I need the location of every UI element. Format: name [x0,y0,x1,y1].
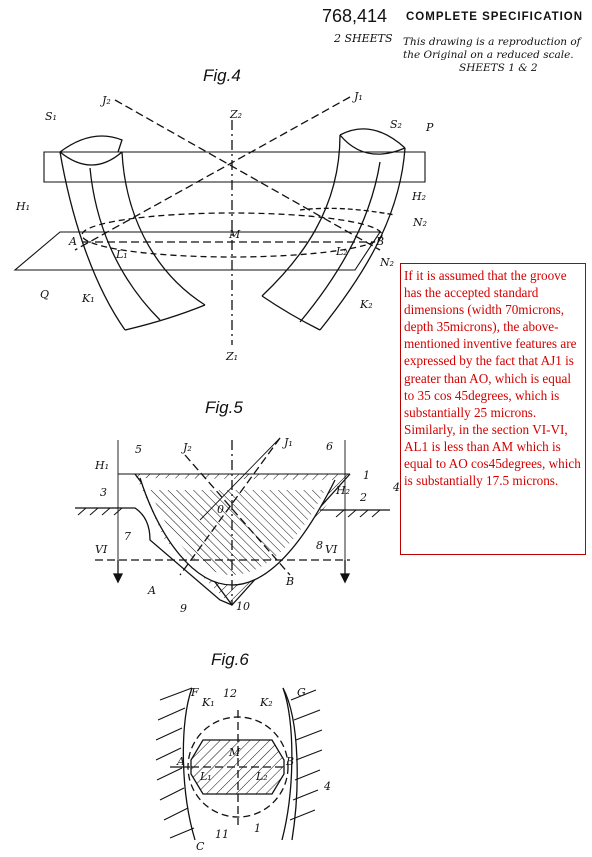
fig5-title: Fig.5 [205,398,243,417]
label-h1: H₁ [16,200,31,213]
label-2: 2 [360,491,367,504]
label-m: M [229,746,241,759]
label-j1: J₁ [284,436,293,449]
label-5: 5 [135,443,142,456]
label-n2-lower: N₂ [380,256,395,269]
fig5-drawing [75,438,390,605]
label-12: 12 [223,687,237,700]
label-l1: L₁ [116,248,128,261]
label-n2-upper: N₂ [413,216,428,229]
label-6: 6 [326,440,333,453]
label-4: 4 [393,481,400,494]
label-vi-left: VI [95,543,108,556]
label-a: A [69,235,77,248]
label-10: 10 [236,600,250,613]
label-3: 3 [100,486,107,499]
label-7: 7 [124,530,131,543]
label-h2: H₂ [412,190,427,203]
label-k2: K₂ [360,298,373,311]
label-9: 9 [180,602,187,615]
label-q: Q [40,288,50,301]
label-j2: J₂ [183,441,192,454]
label-1: 1 [363,469,370,482]
label-s1: S₁ [45,110,57,123]
label-p: P [426,121,434,134]
note-line-3: SHEETS 1 & 2 [459,62,538,74]
line-j1 [75,97,350,250]
label-m: M [229,228,241,241]
annotation-box: If it is assumed that the groove has the accepted standard dimensions (width 70microns, depth 35microns), the above-mentioned inventive features are expressed by the fact that AJ1 is greater than AO, which is equal to 35 cos 45degrees, which is substantially 25 microns. Similarly, in the section VI-VI, AL1 is less than AM which is equal to AO cos45degrees, which is substantially 17.5 microns. [400,263,586,555]
label-k1: K₁ [82,292,95,305]
label-a: A [177,755,185,768]
label-11: 11 [215,828,229,841]
label-f: F [191,686,199,699]
label-k2: K₂ [260,696,273,709]
spec-title: COMPLETE SPECIFICATION [406,11,584,23]
label-z2: Z₂ [230,108,243,121]
label-l2: L₂ [256,770,268,783]
label-c: C [196,840,205,853]
note-line-2: the Original on a reduced scale. [403,49,574,61]
note-line-1: This drawing is a reproduction of [403,36,581,48]
label-h1: H₁ [95,459,110,472]
fig4-title: Fig.4 [203,66,241,85]
sheet-count: 2 SHEETS [334,32,393,45]
patent-number: 768,414 [322,6,388,26]
label-g: G [297,686,306,699]
label-j1: J₁ [354,90,363,103]
label-l2: L₂ [336,245,348,258]
label-4: 4 [324,780,331,793]
label-0: 0 [217,503,224,516]
fig6-title: Fig.6 [211,650,249,669]
label-s2: S₂ [390,118,402,131]
label-k1: K₁ [202,696,215,709]
label-b: B [376,235,385,248]
label-a: A [148,584,156,597]
label-z1: Z₁ [226,350,239,363]
label-vi-right: VI [325,543,338,556]
label-j2: J₂ [102,94,111,107]
label-b: B [286,575,295,588]
label-h2: H₂ [336,484,351,497]
label-1: 1 [254,822,261,835]
label-8: 8 [316,539,323,552]
line-j2 [115,100,380,250]
label-l1: L₁ [200,770,212,783]
label-b: B [286,755,295,768]
